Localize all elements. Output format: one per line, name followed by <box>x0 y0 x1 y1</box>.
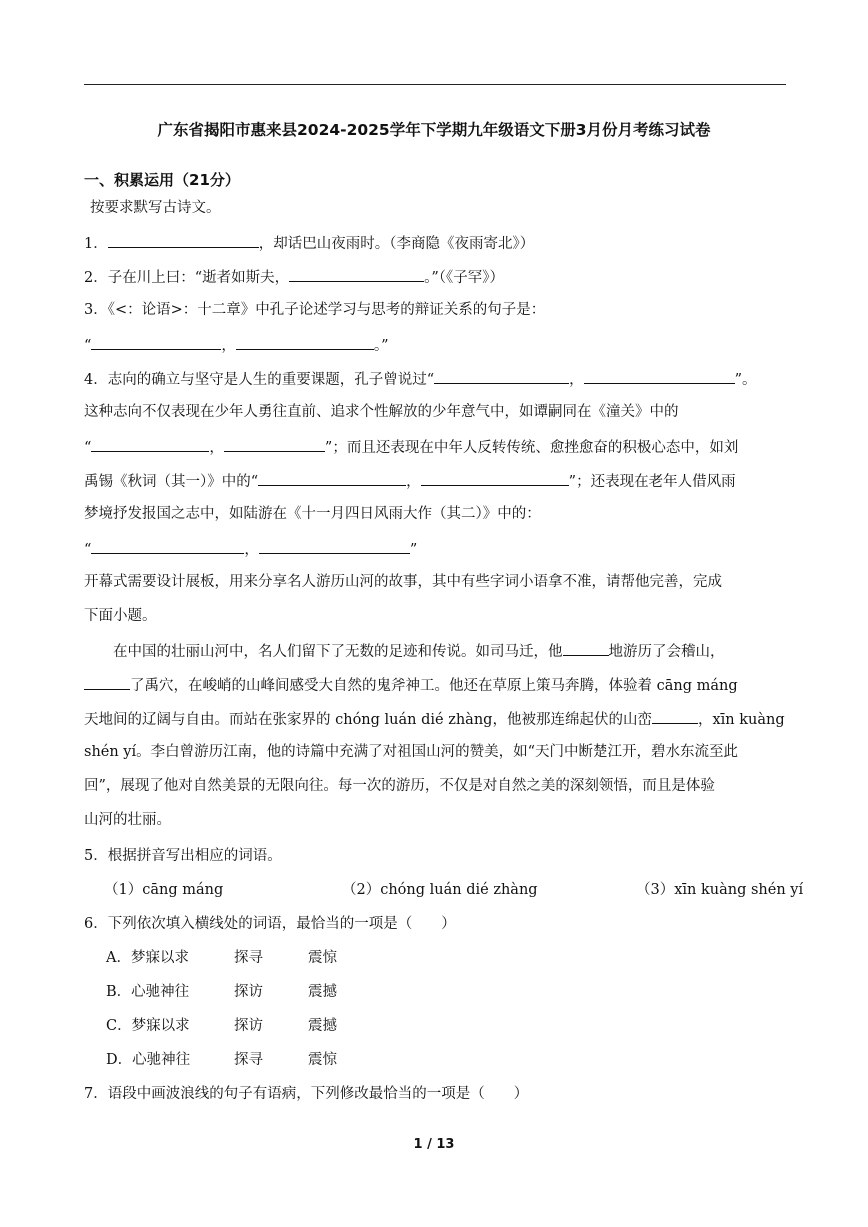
section-intro: 按要求默写古诗文。 <box>90 200 221 216</box>
question-6: 6．下列依次填入横线处的词语，最恰当的一项是（ ） <box>84 916 456 932</box>
question-4-line-6 <box>84 538 417 560</box>
question-3: 3．《<：论语>：十二章》中孔子论述学习与思考的辩证关系的句子是： <box>84 302 546 318</box>
passage-line-3 <box>84 708 785 730</box>
answer-blank[interactable] <box>434 368 569 384</box>
question-7: 7．语段中画波浪线的句子有语病，下列修改最恰当的一项是（ ） <box>84 1086 529 1102</box>
page-number: 1 / 13 <box>413 1137 455 1152</box>
comma: ， <box>221 338 236 354</box>
answer-blank[interactable] <box>236 334 374 350</box>
passage-text: 地游历了会稽山， <box>608 644 725 660</box>
option-word: 震惊 <box>308 1052 337 1068</box>
option-label: A．梦寐以求 <box>106 950 189 966</box>
question-4-line-4 <box>84 470 736 492</box>
page-title: 广东省揭阳市惠来县2024-2025学年下学期九年级语文下册3月份月考练习试卷 <box>157 121 711 139</box>
question-1 <box>84 232 534 254</box>
q1-text: ，却话巴山夜雨时。（李商隐《夜雨寄北》） <box>258 236 535 252</box>
option-word: 探寻 <box>234 950 263 966</box>
answer-blank[interactable] <box>91 436 209 452</box>
open-quote: “ <box>84 440 92 456</box>
q4-text: 禹锡《秋词（其一）》中的“ <box>84 474 259 490</box>
question-4-line-3 <box>84 436 738 458</box>
question-4 <box>84 368 757 390</box>
passage-line-4: shén yí。李白曾游历江南，他的诗篇中充满了对祖国山河的赞美，如“天门中断楚江开，碧水东流至此 <box>84 744 739 760</box>
answer-blank[interactable] <box>584 368 735 384</box>
passage-text: ，xīn kuàng <box>697 712 785 728</box>
answer-blank[interactable] <box>289 266 424 282</box>
question-4-line-5: 梦境抒发报国之志中，如陆游在《十一月四日风雨大作（其二）》中的： <box>84 506 541 522</box>
q2-text-post: 。”（《子罕》） <box>424 270 505 286</box>
option-word: 震惊 <box>308 950 337 966</box>
q5-item-1: （1）cāng máng <box>104 882 224 898</box>
header-rule <box>84 84 786 85</box>
option-label: C．梦寐以求 <box>106 1018 190 1034</box>
passage-line-1 <box>113 640 725 662</box>
comma: ， <box>209 440 224 456</box>
answer-blank[interactable] <box>652 708 698 724</box>
q4-text: ”；而且还表现在中年人反转传统、愈挫愈奋的积极心态中，如刘 <box>324 440 739 456</box>
close-quote: ” <box>409 542 418 558</box>
open-quote: “ <box>84 338 92 354</box>
option-word: 震撼 <box>308 1018 337 1034</box>
close-quote: 。” <box>373 338 389 354</box>
q5-item-3: （3）xīn kuàng shén yí <box>636 882 804 898</box>
passage-intro-line-2: 下面小题。 <box>84 608 157 624</box>
passage-line-5: 回”，展现了他对自然美景的无限向往。每一次的游历，不仅是对自然之美的深刻领悟，而且是体验 <box>84 778 715 794</box>
answer-blank[interactable] <box>224 436 325 452</box>
answer-blank[interactable] <box>259 538 410 554</box>
answer-blank[interactable] <box>563 640 609 656</box>
option-word: 探寻 <box>234 1052 263 1068</box>
section-heading: 一、积累运用（21分） <box>84 171 240 189</box>
option-label: B．心驰神往 <box>106 984 190 1000</box>
q1-number: 1． <box>84 236 108 252</box>
comma: ， <box>406 474 421 490</box>
comma: ， <box>569 372 584 388</box>
answer-blank[interactable] <box>108 232 259 248</box>
answer-blank[interactable] <box>258 470 406 486</box>
passage-intro-line-1: 开幕式需要设计展板，用来分享名人游历山河的故事，其中有些字词小语拿不准，请帮他完善，完成 <box>84 574 722 590</box>
question-4-line-2: 这种志向不仅表现在少年人勇往直前、追求个性解放的少年意气中，如谭嗣同在《潼关》中的 <box>84 404 679 420</box>
passage-text: 了禹穴，在峻峭的山峰间感受大自然的鬼斧神工。他还在草原上策马奔腾，体验着 cāng máng <box>130 678 738 694</box>
q5-item-2: （2）chóng luán dié zhàng <box>342 882 538 898</box>
question-5: 5．根据拼音写出相应的词语。 <box>84 848 282 864</box>
passage-line-6: 山河的壮丽。 <box>84 812 171 828</box>
question-3-answer-line <box>84 334 389 356</box>
option-word: 探访 <box>234 1018 263 1034</box>
question-2 <box>84 266 504 288</box>
close-quote: ”。 <box>734 372 757 388</box>
q4-text: 4．志向的确立与坚守是人生的重要课题，孔子曾说过“ <box>84 372 435 388</box>
q4-text: ”；还表现在老年人借风雨 <box>568 474 736 490</box>
q2-text-pre: 2．子在川上曰：“逝者如斯夫， <box>84 270 290 286</box>
option-word: 震撼 <box>308 984 337 1000</box>
passage-text: 天地间的辽阔与自由。而站在张家界的 chóng luán dié zhàng，他被那连绵起伏的山峦 <box>84 712 652 728</box>
passage-text: 在中国的壮丽山河中，名人们留下了无数的足迹和传说。如司马迁，他 <box>113 644 563 660</box>
option-word: 探访 <box>234 984 263 1000</box>
answer-blank[interactable] <box>421 470 569 486</box>
answer-blank[interactable] <box>84 674 130 690</box>
passage-line-2 <box>84 674 738 696</box>
open-quote: “ <box>84 542 92 558</box>
answer-blank[interactable] <box>91 538 244 554</box>
comma: ， <box>244 542 259 558</box>
option-label: D．心驰神往 <box>106 1052 191 1068</box>
answer-blank[interactable] <box>91 334 221 350</box>
